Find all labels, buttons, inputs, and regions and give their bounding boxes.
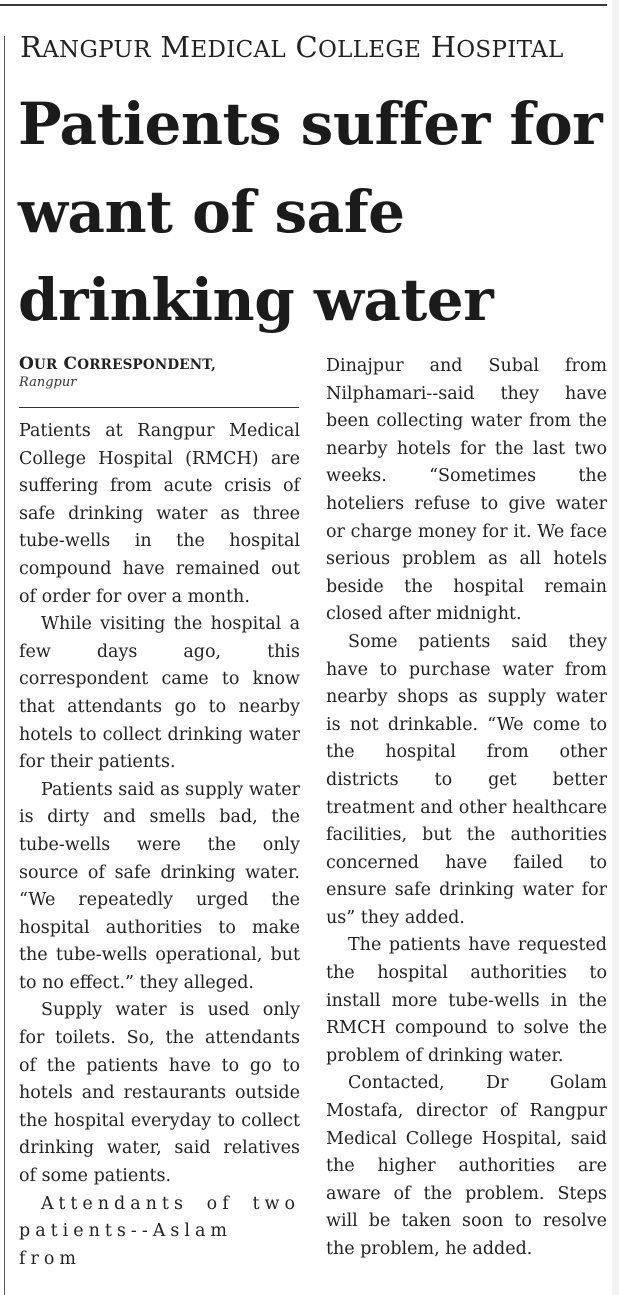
article-headline: Patients suffer for want of safe drinking water bbox=[18, 90, 603, 334]
article-column-right bbox=[326, 353, 607, 1264]
page-edge bbox=[612, 0, 619, 1295]
byline-name: OUR CORRESPONDENT, bbox=[19, 354, 216, 374]
kicker-text: RANGPUR MEDICAL COLLEGE HOSPITAL bbox=[20, 30, 564, 64]
paragraph-7: The patients have requested the hospital authorities to install more tube-wells in the RMCH compound to solve the problem of drinking water. bbox=[326, 935, 607, 1066]
left-column-rule bbox=[4, 36, 5, 1295]
paragraph-5-start: Attendants of two patients--Aslam from bbox=[19, 1193, 300, 1269]
byline-rule bbox=[19, 407, 299, 408]
byline bbox=[19, 354, 304, 390]
byline-location: Rangpur bbox=[19, 375, 77, 390]
paragraph-4: Supply water is used only for toilets. So, the attendants of the patients have to go to hotels and restaurants outside the hospital everyday to collect drinking water, said relatives of some patients. bbox=[19, 1000, 300, 1187]
top-rule bbox=[0, 4, 607, 6]
paragraph-1: Patients at Rangpur Medical College Hospital (RMCH) are suffering from acute crisis of safe drinking water as three tube-wells in the hospital compound have remained out of order for over a month. bbox=[19, 421, 300, 607]
paragraph-3: Patients said as supply water is dirty and smells bad, the tube-wells were the only source of safe drinking water. “We repeatedly urged the hospital authorities to make the tube-wells operational, but to no effect.” they alleged. bbox=[19, 779, 300, 993]
paragraph-8: Contacted, Dr Golam Mostafa, director of Rangpur Medical College Hospital, said the higher authorities are aware of the problem. Steps will be taken soon to resolve the problem, he added. bbox=[326, 1073, 607, 1259]
paragraph-6: Some patients said they have to purchase water from nearby shops as supply water is not drinkable. “We come to the hospital from other districts to get better treatment and other healthcare facilities, but the authorities concerned have failed to ensure safe drinking water for us” they added. bbox=[326, 631, 607, 928]
article-column-left bbox=[19, 418, 300, 1273]
article-kicker bbox=[20, 30, 619, 64]
paragraph-5-continued: Dinajpur and Subal from Nilphamari--said they have been collecting water from the nearby hotels for the last two weeks. “Sometimes the hoteliers refuse to give water or charge money for it. We face serious problem as all hotels beside the hospital remain closed after midnight. bbox=[326, 356, 607, 625]
paragraph-2: While visiting the hospital a few days ago, this correspondent came to know that attendants go to nearby hotels to collect drinking water for their patients. bbox=[19, 614, 300, 773]
